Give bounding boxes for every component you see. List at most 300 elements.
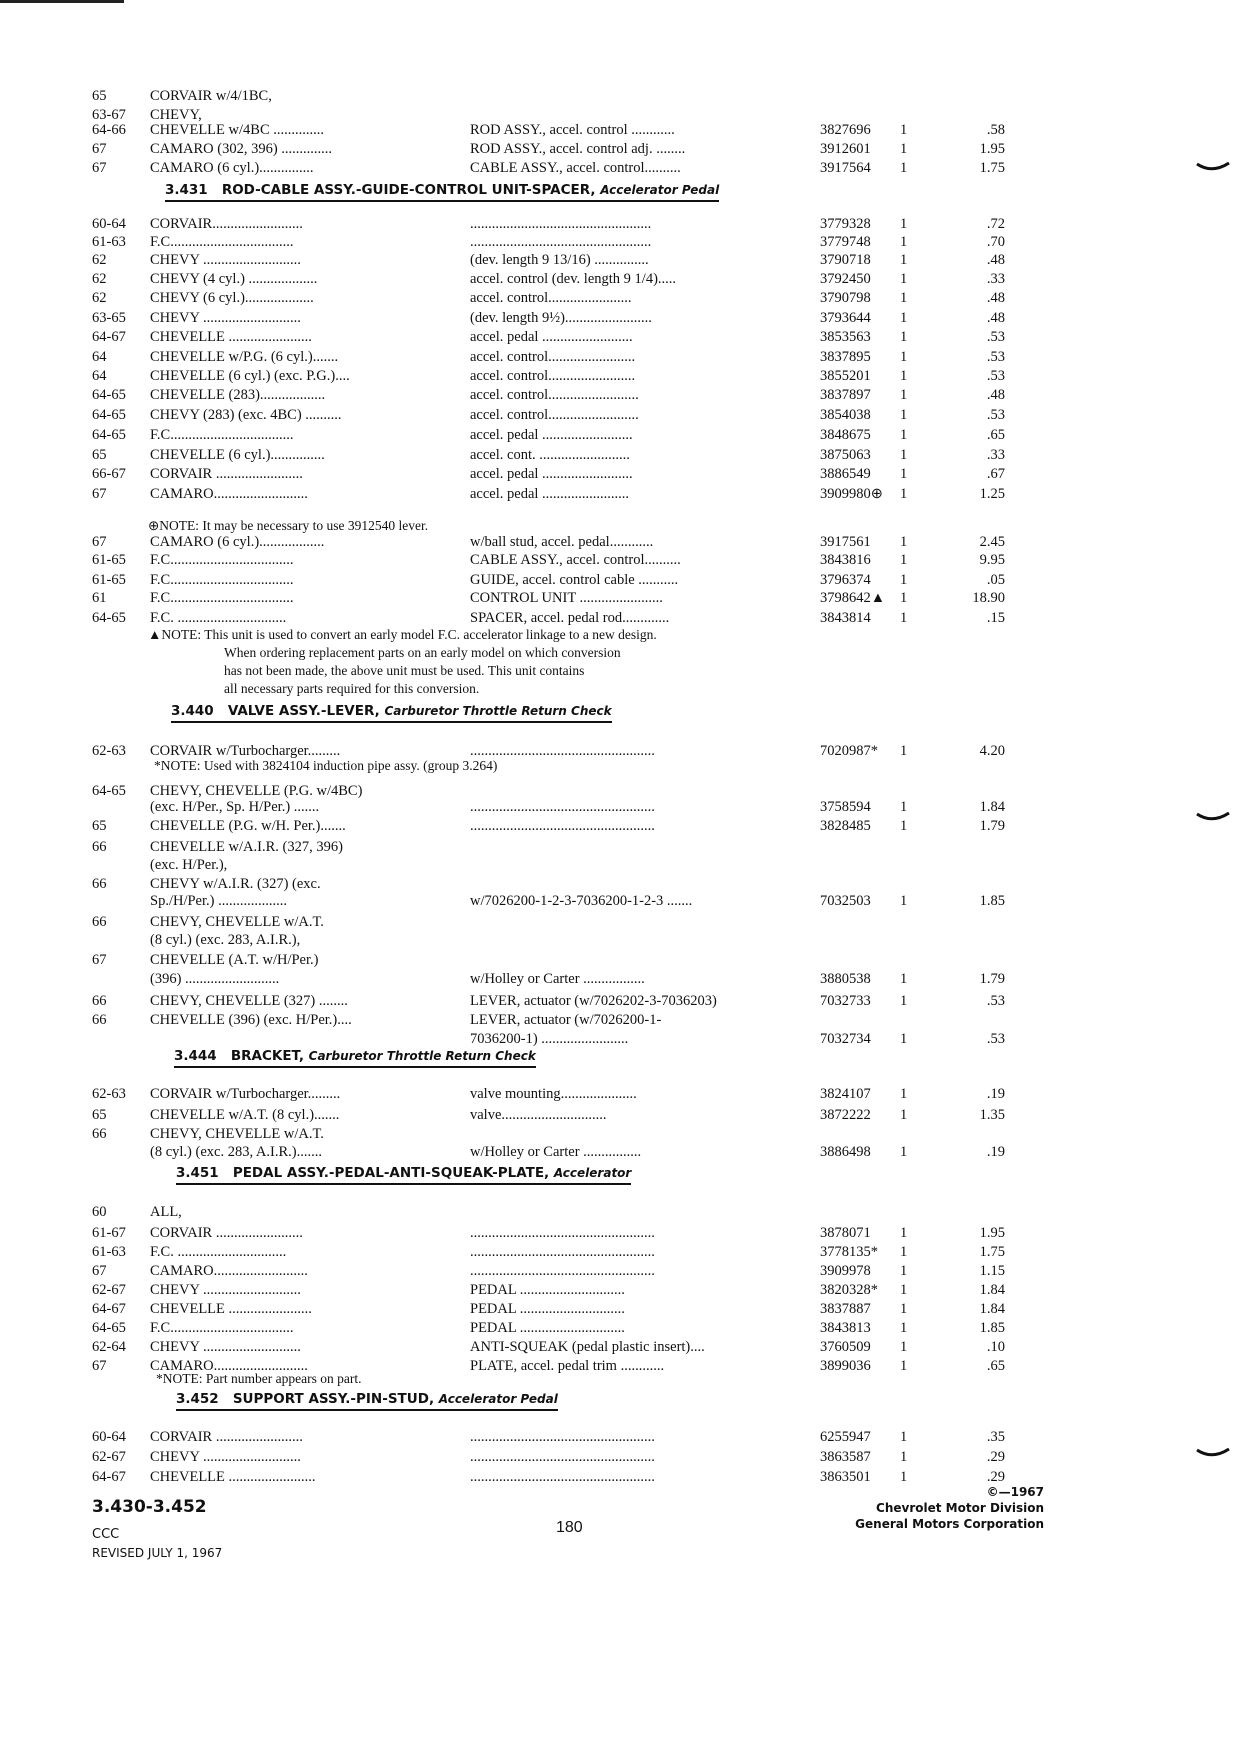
part-description: .................................................. [470, 216, 652, 232]
quantity: 1 [900, 252, 908, 268]
section-heading-3-431 [165, 181, 719, 202]
part-description: accel. control......................... [470, 387, 639, 403]
part-number: 3837895 [820, 349, 871, 365]
model-year: 66-67 [92, 466, 126, 482]
part-description: ................................................... [470, 818, 655, 834]
note-conversion-line4: all necessary parts required for this conversion. [224, 681, 480, 696]
part-description: w/Holley or Carter ................. [470, 971, 645, 987]
binder-mark [1196, 812, 1230, 824]
model-year: 64 [92, 349, 107, 365]
section-number: 3.431 [165, 182, 208, 198]
part-description: ................................................... [470, 1429, 655, 1445]
model-name: CORVAIR w/4/1BC, [150, 88, 272, 104]
model-year: 64-65 [92, 783, 126, 799]
revised-date: REVISED JULY 1, 1967 [92, 1546, 223, 1560]
price: .67 [986, 466, 1005, 482]
part-description: (dev. length 9½)........................ [470, 310, 652, 326]
model-year: 66 [92, 839, 107, 855]
model-name: CORVAIR w/Turbocharger......... [150, 1086, 341, 1102]
note-lever: ⊕NOTE: It may be necessary to use 3912540 lever. [148, 518, 429, 533]
part-description: CABLE ASSY., accel. control.......... [470, 160, 681, 176]
price: .48 [986, 387, 1005, 403]
part-number: 7032503 [820, 893, 871, 909]
catalog-code: CCC [92, 1527, 120, 1542]
price: .29 [986, 1449, 1005, 1465]
model-name: CHEVY, CHEVELLE (P.G. w/4BC) [150, 783, 363, 799]
copyright: ©—1967 [986, 1485, 1044, 1499]
model-year: 66 [92, 914, 107, 930]
model-year: 61 [92, 590, 107, 606]
part-number: 3792450 [820, 271, 871, 287]
quantity: 1 [900, 271, 908, 287]
price: 1.84 [979, 1301, 1005, 1317]
quantity: 1 [900, 1031, 908, 1047]
price: .48 [986, 252, 1005, 268]
corporation-name: General Motors Corporation [855, 1517, 1044, 1531]
section-heading-3-451 [176, 1164, 631, 1185]
model-year: 64-65 [92, 387, 126, 403]
model-year: 61-65 [92, 572, 126, 588]
model-year: 64-66 [92, 122, 126, 138]
model-name: CAMARO (6 cyl.).................. [150, 534, 325, 550]
quantity: 1 [900, 447, 908, 463]
part-number: 3886549 [820, 466, 871, 482]
section-subtitle: Accelerator Pedal [438, 1392, 558, 1406]
part-description: ................................................... [470, 1244, 655, 1260]
model-name: F.C.................................. [150, 590, 294, 606]
part-description: (dev. length 9 13/16) ............... [470, 252, 649, 268]
quantity: 1 [900, 1086, 908, 1102]
note-conversion-line3: has not been made, the above unit must be used. This unit contains [224, 663, 585, 678]
model-name: CHEVELLE (6 cyl.)............... [150, 447, 325, 463]
part-description: LEVER, actuator (w/7026202-3-7036203) [470, 993, 717, 1009]
part-description: ................................................... [470, 1225, 655, 1241]
quantity: 1 [900, 552, 908, 568]
model-name: CHEVY (6 cyl.)................... [150, 290, 314, 306]
model-year: 64-67 [92, 1301, 126, 1317]
part-description: LEVER, actuator (w/7026200-1- [470, 1012, 662, 1028]
price: .48 [986, 290, 1005, 306]
price: .70 [986, 234, 1005, 250]
price: .35 [986, 1429, 1005, 1445]
price: 1.95 [979, 141, 1005, 157]
section-subtitle: Carburetor Throttle Return Check [384, 704, 612, 718]
model-name: CHEVY ........................... [150, 1339, 301, 1355]
model-year: 65 [92, 447, 107, 463]
model-name: (8 cyl.) (exc. 283, A.I.R.)....... [150, 1144, 322, 1160]
model-year: 61-65 [92, 552, 126, 568]
model-name: (exc. H/Per., Sp. H/Per.) ....... [150, 799, 320, 815]
part-number: 3828485 [820, 818, 871, 834]
part-number: 3878071 [820, 1225, 871, 1241]
quantity: 1 [900, 1320, 908, 1336]
price: .19 [986, 1086, 1005, 1102]
part-description: accel. control....................... [470, 290, 632, 306]
part-number: 3778135* [820, 1244, 878, 1260]
price: .53 [986, 407, 1005, 423]
model-name: CHEVY ........................... [150, 1449, 301, 1465]
part-number: 3790798 [820, 290, 871, 306]
part-description: GUIDE, accel. control cable ........... [470, 572, 679, 588]
quantity: 1 [900, 486, 908, 502]
model-name: CORVAIR ........................ [150, 1429, 303, 1445]
part-number: 3779328 [820, 216, 871, 232]
part-description: PEDAL ............................. [470, 1320, 625, 1336]
part-description: valve............................. [470, 1107, 607, 1123]
price: .33 [986, 271, 1005, 287]
part-number: 3779748 [820, 234, 871, 250]
note-conversion: ▲NOTE: This unit is used to convert an early model F.C. accelerator linkage to a new design. [148, 627, 657, 642]
quantity: 1 [900, 290, 908, 306]
price: 1.85 [979, 1320, 1005, 1336]
price: .65 [986, 1358, 1005, 1374]
part-number: 3854038 [820, 407, 871, 423]
part-number: 7032733 [820, 993, 871, 1009]
model-name: CHEVELLE w/A.T. (8 cyl.)....... [150, 1107, 340, 1123]
model-name: Sp./H/Per.) ................... [150, 893, 287, 909]
model-year: 67 [92, 1263, 107, 1279]
part-number: 6255947 [820, 1429, 871, 1445]
part-number: 3796374 [820, 572, 871, 588]
price: .05 [986, 572, 1005, 588]
model-name: CHEVELLE ........................ [150, 1469, 316, 1485]
model-name: CHEVY, CHEVELLE (327) ........ [150, 993, 348, 1009]
model-name: CHEVELLE ....................... [150, 1301, 312, 1317]
section-number: 3.444 [174, 1048, 217, 1064]
model-name: CAMARO (302, 396) .............. [150, 141, 333, 157]
model-year: 65 [92, 818, 107, 834]
section-subtitle: Carburetor Throttle Return Check [308, 1049, 536, 1063]
price: 1.84 [979, 1282, 1005, 1298]
price: .53 [986, 368, 1005, 384]
part-number: 3909980⊕ [820, 486, 883, 502]
model-name: CHEVY, CHEVELLE w/A.T. [150, 914, 324, 930]
quantity: 1 [900, 818, 908, 834]
part-number: 3855201 [820, 368, 871, 384]
part-description: 7036200-1) ........................ [470, 1031, 629, 1047]
part-description: ................................................... [470, 1263, 655, 1279]
quantity: 1 [900, 1449, 908, 1465]
model-name: CHEVELLE (A.T. w/H/Per.) [150, 952, 319, 968]
price: .58 [986, 122, 1005, 138]
model-year: 67 [92, 952, 107, 968]
model-year: 67 [92, 534, 107, 550]
quantity: 1 [900, 122, 908, 138]
part-number: 3798642▲ [820, 590, 886, 606]
part-number: 7032734 [820, 1031, 871, 1047]
part-number: 3820328* [820, 1282, 878, 1298]
section-title: ROD-CABLE ASSY.-GUIDE-CONTROL UNIT-SPACER, [221, 182, 596, 198]
model-name: CHEVY, [150, 107, 202, 123]
note-induction-pipe: *NOTE: Used with 3824104 induction pipe assy. (group 3.264) [154, 758, 498, 773]
price: 2.45 [979, 534, 1005, 550]
part-number: 3760509 [820, 1339, 871, 1355]
part-description: accel. control......................... [470, 407, 639, 423]
part-description: ROD ASSY., accel. control ............ [470, 122, 675, 138]
part-description: ................................................... [470, 1449, 655, 1465]
part-description: accel. control........................ [470, 368, 636, 384]
model-year: 62-63 [92, 1086, 126, 1102]
part-description: ANTI-SQUEAK (pedal plastic insert).... [470, 1339, 705, 1355]
part-description: accel. pedal ......................... [470, 466, 633, 482]
model-year: 67 [92, 160, 107, 176]
section-heading-3-440 [171, 702, 612, 723]
model-name: CHEVY ........................... [150, 310, 301, 326]
part-description: accel. pedal ......................... [470, 329, 633, 345]
part-description: w/Holley or Carter ................ [470, 1144, 642, 1160]
model-name: CAMARO.......................... [150, 1263, 308, 1279]
note-conversion-line2: When ordering replacement parts on an early model on which conversion [224, 645, 621, 660]
model-year: 64-65 [92, 427, 126, 443]
quantity: 1 [900, 310, 908, 326]
quantity: 1 [900, 1469, 908, 1485]
model-name: CHEVELLE (283).................. [150, 387, 326, 403]
model-name: CHEVY, CHEVELLE w/A.T. [150, 1126, 324, 1142]
part-number: 3758594 [820, 799, 871, 815]
quantity: 1 [900, 799, 908, 815]
price: .29 [986, 1469, 1005, 1485]
part-number: 3899036 [820, 1358, 871, 1374]
model-year: 67 [92, 486, 107, 502]
part-description: accel. control (dev. length 9 1/4)..... [470, 271, 677, 287]
section-title: BRACKET, [230, 1048, 304, 1064]
section-number: 3.451 [176, 1165, 219, 1181]
quantity: 1 [900, 427, 908, 443]
price: .72 [986, 216, 1005, 232]
model-name: CAMARO.......................... [150, 1358, 308, 1374]
model-name: CORVAIR ........................ [150, 1225, 303, 1241]
model-year: 62-63 [92, 743, 126, 759]
part-number: 3793644 [820, 310, 871, 326]
part-number: 3863587 [820, 1449, 871, 1465]
quantity: 1 [900, 407, 908, 423]
part-description: accel. pedal ........................ [470, 486, 630, 502]
model-year: 66 [92, 876, 107, 892]
quantity: 1 [900, 1301, 908, 1317]
price: .65 [986, 427, 1005, 443]
part-number: 3909978 [820, 1263, 871, 1279]
price: .15 [986, 610, 1005, 626]
price: 1.25 [979, 486, 1005, 502]
quantity: 1 [900, 141, 908, 157]
quantity: 1 [900, 1358, 908, 1374]
quantity: 1 [900, 993, 908, 1009]
division-name: Chevrolet Motor Division [876, 1501, 1044, 1515]
part-description: accel. control........................ [470, 349, 636, 365]
price: 1.35 [979, 1107, 1005, 1123]
model-year: 67 [92, 141, 107, 157]
quantity: 1 [900, 466, 908, 482]
model-name: F.C.................................. [150, 552, 294, 568]
price: 1.85 [979, 893, 1005, 909]
model-name: (396) .......................... [150, 971, 280, 987]
model-year: 62 [92, 252, 107, 268]
part-description: w/7026200-1-2-3-7036200-1-2-3 ....... [470, 893, 693, 909]
part-description: accel. pedal ......................... [470, 427, 633, 443]
part-number: 3863501 [820, 1469, 871, 1485]
binder-mark [1196, 162, 1230, 174]
model-year: 64-65 [92, 1320, 126, 1336]
quantity: 1 [900, 349, 908, 365]
quantity: 1 [900, 1107, 908, 1123]
model-name: CHEVY w/A.I.R. (327) (exc. [150, 876, 321, 892]
section-subtitle: Accelerator Pedal [600, 183, 720, 197]
quantity: 1 [900, 590, 908, 606]
model-name: CHEVY ........................... [150, 252, 301, 268]
part-number: 3880538 [820, 971, 871, 987]
part-number: 3912601 [820, 141, 871, 157]
part-number: 3853563 [820, 329, 871, 345]
part-description: valve mounting..................... [470, 1086, 637, 1102]
price: 1.79 [979, 971, 1005, 987]
section-title: VALVE ASSY.-LEVER, [227, 703, 380, 719]
quantity: 1 [900, 1429, 908, 1445]
model-year: 61-67 [92, 1225, 126, 1241]
price: .19 [986, 1144, 1005, 1160]
section-title: PEDAL ASSY.-PEDAL-ANTI-SQUEAK-PLATE, [232, 1165, 550, 1181]
model-name: CHEVELLE (P.G. w/H. Per.)....... [150, 818, 346, 834]
price: .48 [986, 310, 1005, 326]
price: .53 [986, 993, 1005, 1009]
top-rule [0, 0, 124, 3]
price: 1.75 [979, 1244, 1005, 1260]
model-name: (exc. H/Per.), [150, 857, 228, 873]
quantity: 1 [900, 160, 908, 176]
quantity: 1 [900, 743, 908, 759]
part-number: 3917564 [820, 160, 871, 176]
quantity: 1 [900, 329, 908, 345]
model-year: 62 [92, 271, 107, 287]
price: .10 [986, 1339, 1005, 1355]
model-year: 62-64 [92, 1339, 126, 1355]
quantity: 1 [900, 1225, 908, 1241]
part-number: 3837887 [820, 1301, 871, 1317]
model-name: CHEVELLE w/4BC .............. [150, 122, 324, 138]
part-number: 3843816 [820, 552, 871, 568]
quantity: 1 [900, 1282, 908, 1298]
model-name: F.C.................................. [150, 234, 294, 250]
section-heading-3-444 [174, 1047, 536, 1068]
part-description: w/ball stud, accel. pedal............ [470, 534, 654, 550]
quantity: 1 [900, 893, 908, 909]
model-name: (8 cyl.) (exc. 283, A.I.R.), [150, 932, 301, 948]
part-number: 3827696 [820, 122, 871, 138]
model-year: 60 [92, 1204, 107, 1220]
model-name: CHEVY (4 cyl.) ................... [150, 271, 318, 287]
quantity: 1 [900, 1263, 908, 1279]
note-part-number: *NOTE: Part number appears on part. [156, 1371, 362, 1386]
part-number: 7020987* [820, 743, 878, 759]
model-name: CORVAIR ........................ [150, 466, 303, 482]
model-name: CHEVELLE w/A.I.R. (327, 396) [150, 839, 343, 855]
part-number: 3886498 [820, 1144, 871, 1160]
price: .33 [986, 447, 1005, 463]
model-year: 64-65 [92, 610, 126, 626]
part-description: ROD ASSY., accel. control adj. ........ [470, 141, 686, 157]
model-year: 67 [92, 1358, 107, 1374]
model-year: 64-67 [92, 1469, 126, 1485]
price: 18.90 [972, 590, 1005, 606]
part-description: ................................................... [470, 1469, 655, 1485]
price: 1.75 [979, 160, 1005, 176]
model-name: CAMARO.......................... [150, 486, 308, 502]
model-year: 65 [92, 88, 107, 104]
price: 1.79 [979, 818, 1005, 834]
part-number: 3875063 [820, 447, 871, 463]
quantity: 1 [900, 572, 908, 588]
part-number: 3824107 [820, 1086, 871, 1102]
model-year: 66 [92, 993, 107, 1009]
section-subtitle: Accelerator [553, 1166, 632, 1180]
model-name: CORVAIR......................... [150, 216, 303, 232]
section-heading-3-452 [176, 1390, 558, 1411]
part-number: 3837897 [820, 387, 871, 403]
price: .53 [986, 329, 1005, 345]
model-name: CHEVY ........................... [150, 1282, 301, 1298]
model-name: ALL, [150, 1204, 182, 1220]
part-description: accel. cont. ......................... [470, 447, 630, 463]
price: 9.95 [979, 552, 1005, 568]
model-year: 63-65 [92, 310, 126, 326]
section-range: 3.430-3.452 [92, 1497, 207, 1517]
part-description: CABLE ASSY., accel. control.......... [470, 552, 681, 568]
binder-mark [1196, 1448, 1230, 1460]
quantity: 1 [900, 610, 908, 626]
page-number: 180 [556, 1519, 583, 1536]
part-number: 3848675 [820, 427, 871, 443]
model-year: 62-67 [92, 1449, 126, 1465]
model-name: CORVAIR w/Turbocharger......... [150, 743, 341, 759]
quantity: 1 [900, 971, 908, 987]
part-description: PLATE, accel. pedal trim ............ [470, 1358, 665, 1374]
model-year: 64-65 [92, 407, 126, 423]
part-number: 3843813 [820, 1320, 871, 1336]
section-number: 3.440 [171, 703, 214, 719]
model-name: F.C. .............................. [150, 1244, 287, 1260]
part-description: ................................................... [470, 799, 655, 815]
part-number: 3872222 [820, 1107, 871, 1123]
model-year: 62-67 [92, 1282, 126, 1298]
quantity: 1 [900, 534, 908, 550]
model-name: CHEVY (283) (exc. 4BC) .......... [150, 407, 342, 423]
model-name: CHEVELLE (6 cyl.) (exc. P.G.).... [150, 368, 350, 384]
quantity: 1 [900, 387, 908, 403]
price: 4.20 [979, 743, 1005, 759]
model-name: CAMARO (6 cyl.)............... [150, 160, 314, 176]
model-year: 66 [92, 1126, 107, 1142]
section-number: 3.452 [176, 1391, 219, 1407]
section-title: SUPPORT ASSY.-PIN-STUD, [232, 1391, 435, 1407]
part-number: 3790718 [820, 252, 871, 268]
part-description: .................................................. [470, 234, 652, 250]
model-name: F.C.................................. [150, 1320, 294, 1336]
model-year: 66 [92, 1012, 107, 1028]
model-name: F.C.................................. [150, 572, 294, 588]
part-description: ................................................... [470, 743, 655, 759]
part-number: 3843814 [820, 610, 871, 626]
quantity: 1 [900, 1339, 908, 1355]
model-year: 60-64 [92, 1429, 126, 1445]
model-year: 65 [92, 1107, 107, 1123]
model-year: 60-64 [92, 216, 126, 232]
model-year: 64 [92, 368, 107, 384]
model-year: 63-67 [92, 107, 126, 123]
part-description: CONTROL UNIT ....................... [470, 590, 663, 606]
price: .53 [986, 1031, 1005, 1047]
price: .53 [986, 349, 1005, 365]
part-number: 3917561 [820, 534, 871, 550]
quantity: 1 [900, 234, 908, 250]
